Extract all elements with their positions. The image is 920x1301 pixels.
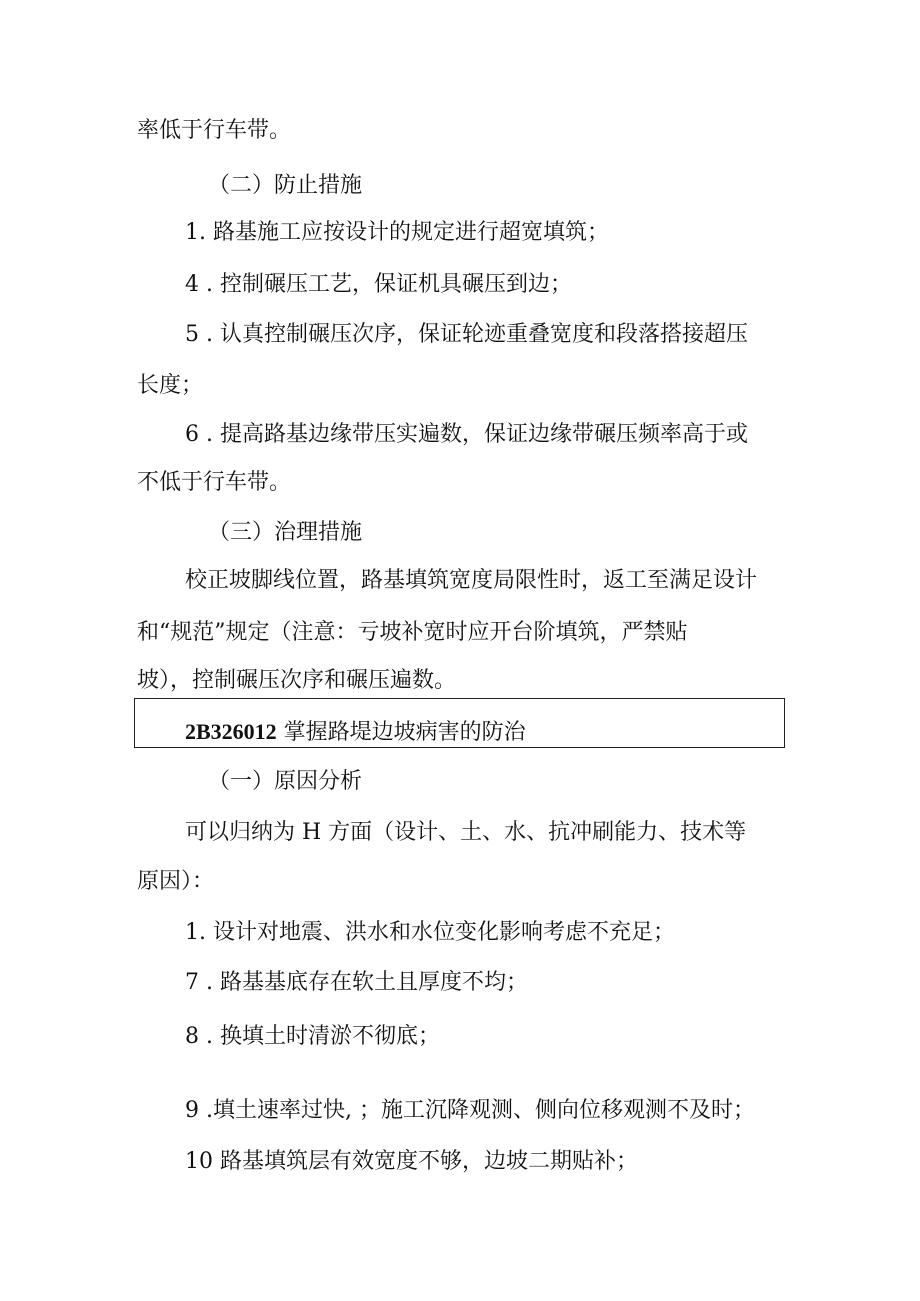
list-item: 10 路基填筑层有效宽度不够，边坡二期贴补； xyxy=(185,1149,638,1174)
paragraph-line: 率低于行车带。 xyxy=(137,118,292,143)
paragraph-line: 坡），控制碾压次序和碾压遍数。 xyxy=(137,668,457,693)
list-item: 5 . 认真控制碾压次序，保证轮迹重叠宽度和段落搭接超压 xyxy=(185,322,748,347)
list-item: 1. 路基施工应按设计的规定进行超宽填筑； xyxy=(185,220,609,245)
list-item: 1. 设计对地震、洪水和水位变化影响考虑不充足； xyxy=(185,920,675,945)
list-item: 6 . 提高路基边缘带压实遍数，保证边缘带碾压频率高于或 xyxy=(185,422,748,447)
list-item: 9 .填土速率过快, ；施工沉降观测、侧向位移观测不及时； xyxy=(185,1098,755,1123)
list-item: 8 . 换填土时清淤不彻底； xyxy=(185,1024,440,1049)
paragraph-line: 原因）： xyxy=(137,869,215,894)
paragraph-line: 校正坡脚线位置，路基填筑宽度局限性时，返工至满足设计 xyxy=(185,568,758,593)
subheading-cause-analysis: （一）原因分析 xyxy=(208,769,363,794)
list-item: 4 . 控制碾压工艺，保证机具碾压到边； xyxy=(185,272,572,297)
section-title-text: 掌握路堤边坡病害的防治 xyxy=(276,720,526,745)
subheading-prevention: （二）防止措施 xyxy=(208,173,363,198)
section-title xyxy=(185,717,526,748)
paragraph-line: 和“规范”规定（注意：亏坡补宽时应开台阶填筑，严禁贴 xyxy=(137,620,688,645)
list-item-continuation: 不低于行车带。 xyxy=(137,470,292,495)
list-item: 7 . 路基基底存在软土且厚度不均； xyxy=(185,970,528,995)
paragraph-line: 可以归纳为 H 方面（设计、土、水、抗冲刷能力、技术等 xyxy=(185,820,747,845)
subheading-treatment: （三）治理措施 xyxy=(208,520,363,545)
section-code: 2B326012 xyxy=(185,719,277,744)
list-item-continuation: 长度； xyxy=(137,373,204,398)
